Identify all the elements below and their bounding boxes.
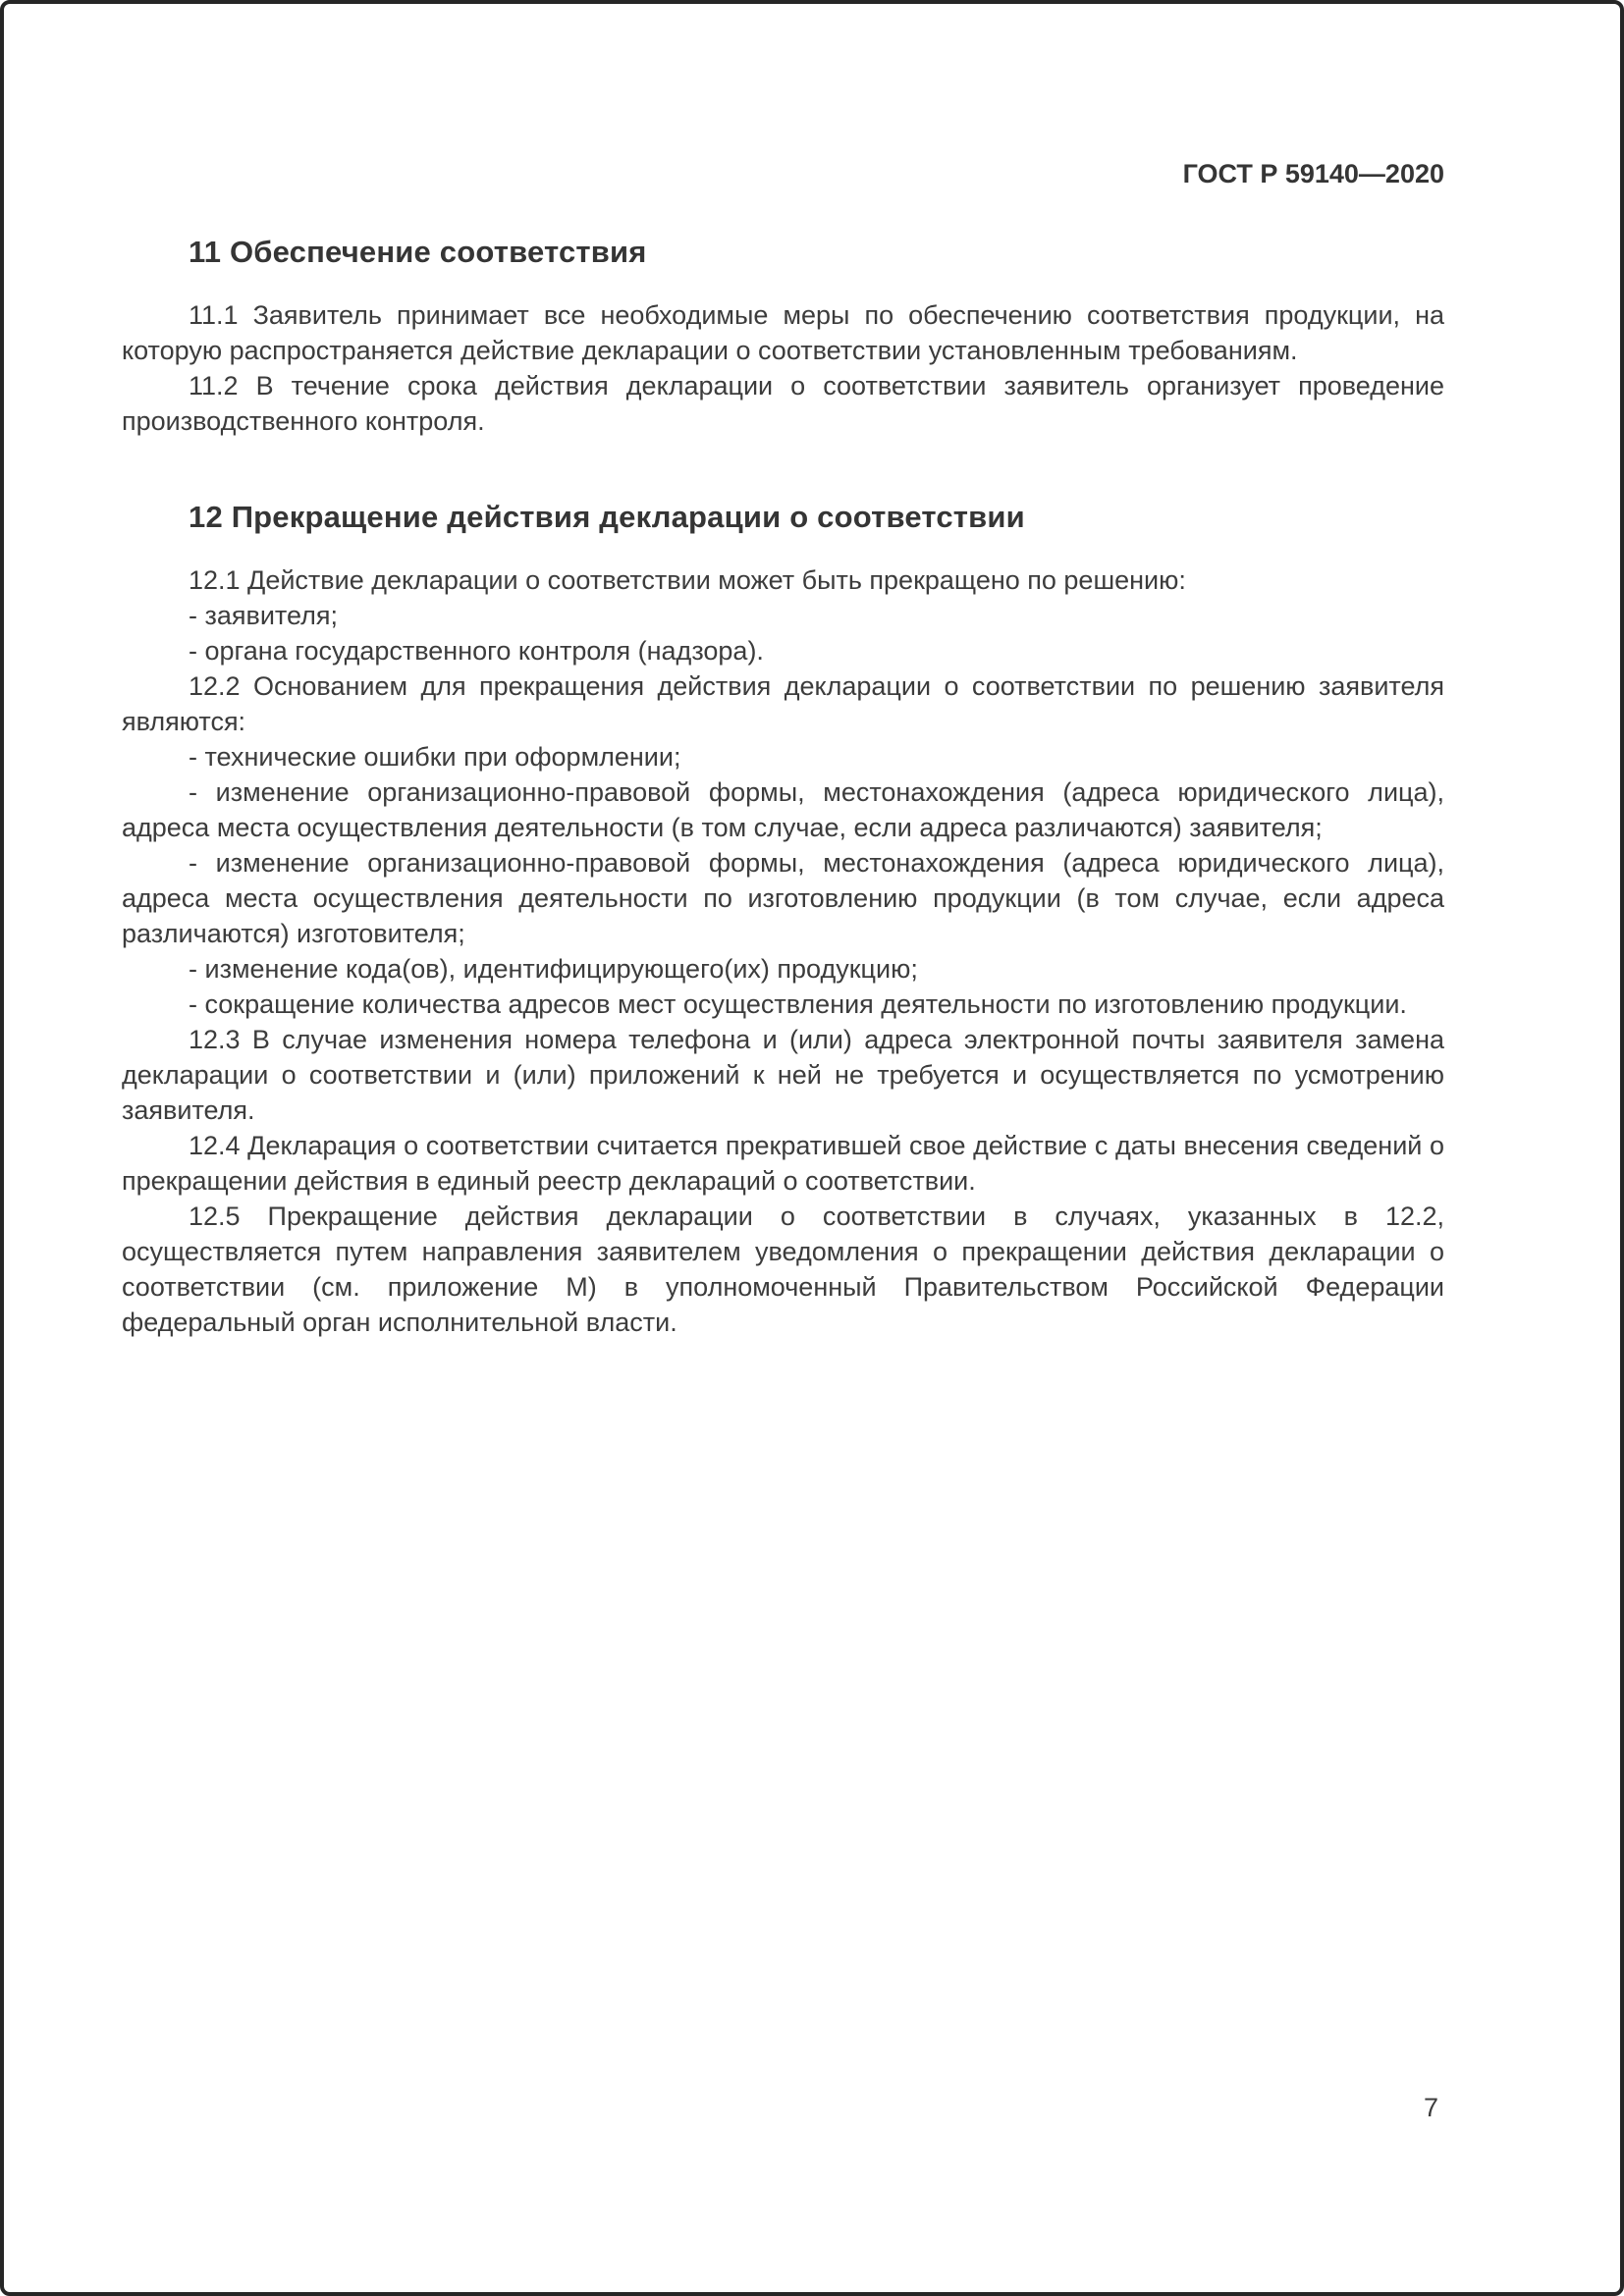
paragraph-11-1: 11.1 Заявитель принимает все необходимые меры по обеспечению соответствия продукции, на которую распространяется действие декларации о соответствии установленным требованиям. [122,300,1444,365]
list-item-state-control: - органа государственного контроля (надзора). [189,636,764,666]
section-11-heading: 11 Обеспечение соответствия [189,235,647,269]
doc-header [122,159,1444,189]
paragraph-11-2: 11.2 В течение срока действия декларации о соответствии заявитель организует проведение производственного контроля. [122,371,1444,436]
paragraph-12-1: 12.1 Действие декларации о соответствии может быть прекращено по решению: [189,565,1186,595]
page-content [122,159,1444,1340]
paragraph-12-5: 12.5 Прекращение действия декларации о соответствии в случаях, указанных в 12.2, осуществляется путем направления заявителем уведомления о прекращении действия декларации о соответствии (см. приложение М) в уполномоченный Правительством Российской Федерации федеральный орган исполнительной власти. [122,1201,1444,1337]
list-item-manufacturer-change: - изменение организационно-правовой формы, местонахождения (адреса юридического лица), адреса места осуществления деятельности по изготовлению продукции (в том случае, если адреса различаются) изготовителя; [122,848,1444,948]
list-item-code-change: - изменение кода(ов), идентифицирующего(их) продукцию; [189,954,918,984]
section-12-heading: 12 Прекращение действия декларации о соответствии [189,500,1025,534]
doc-reference: ГОСТ Р 59140—2020 [1182,159,1444,188]
list-item-applicant: - заявителя; [189,601,338,630]
list-item-applicant-change: - изменение организационно-правовой формы, местонахождения (адреса юридического лица), адреса места осуществления деятельности (в том случае, если адреса различаются) заявителя; [122,777,1444,842]
list-item-technical-errors: - технические ошибки при оформлении; [189,742,681,772]
page-number: 7 [1423,2093,1438,2122]
paragraph-12-4: 12.4 Декларация о соответствии считается прекратившей свое действие с даты внесения сведений о прекращении действия в единый реестр деклараций о соответствии. [122,1131,1444,1196]
list-item-address-reduction: - сокращение количества адресов мест осуществления деятельности по изготовлению продукции. [189,989,1407,1019]
paragraph-12-3: 12.3 В случае изменения номера телефона и (или) адреса электронной почты заявителя замена декларации о соответствии и (или) приложений к ней не требуется и осуществляется по усмотрению заявителя. [122,1025,1444,1125]
paragraph-12-2: 12.2 Основанием для прекращения действия декларации о соответствии по решению заявителя являются: [122,671,1444,736]
